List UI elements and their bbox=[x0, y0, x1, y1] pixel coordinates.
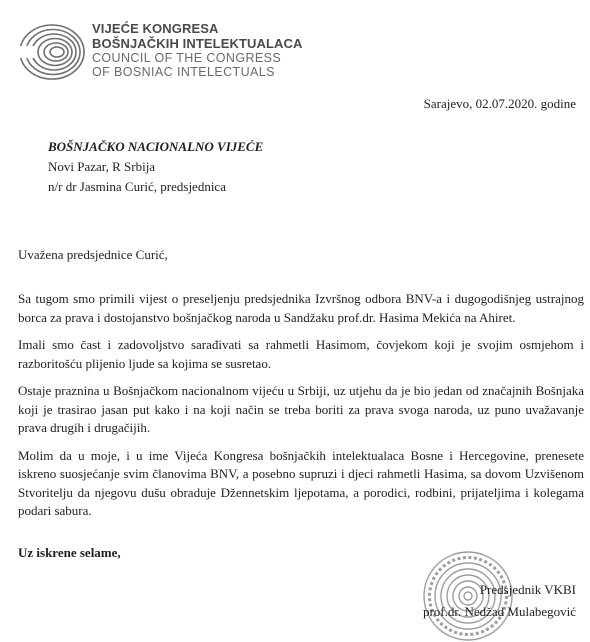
closing-line: Uz iskrene selame, bbox=[18, 545, 121, 560]
letterhead-org-name bbox=[92, 21, 303, 79]
recipient-name: BOŠNJAČKO NACIONALNO VIJEĆE bbox=[48, 139, 264, 154]
letter-date: Sarajevo, 02.07.2020. godine bbox=[423, 96, 576, 111]
recipient-block bbox=[48, 137, 263, 197]
signature-title: Predsjednik VKBI bbox=[479, 582, 576, 597]
signature-name: prof.dr. Nedžad Mulabegović bbox=[422, 604, 576, 619]
recipient-attention: n/r dr Jasmina Curić, predsjednica bbox=[48, 179, 226, 194]
letterhead-line-1: VIJEĆE KONGRESA bbox=[92, 21, 219, 36]
salutation: Uvažena predsjednice Curić, bbox=[18, 247, 168, 262]
recipient-city: Novi Pazar, R Srbija bbox=[48, 159, 156, 174]
body-paragraph-3: Ostaje praznina u Bošnjačkom nacionalnom vijeću u Srbiji, uz utjehu da je bio jedan od značajnih Bošnjaka koji je trasirao jasan put kako i na koji način se treba boriti za prava svoga naroda, uz puno uvažavanje prava drugih i drugačijih. bbox=[18, 383, 584, 435]
letter-body bbox=[18, 290, 584, 530]
letterhead-line-2: BOŠNJAČKIH INTELEKTUALACA bbox=[92, 36, 303, 51]
body-paragraph-2: Imali smo čast i zadovoljstvo sarađivati sa rahmetli Hasimom, čovjekom koji je svojim osmjehom i razboritošću plijenio ljude sa kojima se susretao. bbox=[18, 337, 584, 371]
body-paragraph-4: Molim da u moje, i u ime Vijeća Kongresa bošnjačkih intelektualaca Bosne i Hercegovine, prenesete iskreno suosjećanje svim članovima BNV, a posebno supruzi i djeci rahmetli Hasima, sa dovom Uzvišenom Stvoritelju da njegovu dušu obraduje Džennetskim ljepotama, a porodici, rodbini, prijateljima i kolegama podari sabura. bbox=[18, 447, 584, 518]
letterhead-line-4: OF BOSNIAC INTELECTUALS bbox=[92, 65, 275, 79]
body-paragraph-1: Sa tugom smo primili vijest o preseljenju predsjednika Izvršnog odbora BNV-a i dugogodišnjeg ustrajnog borca za prava i dostojanstvo bošnjačkog naroda u Sandžaku prof.dr. Hasima Mekića na Ahiret. bbox=[18, 291, 584, 325]
letterhead-line-3: COUNCIL OF THE CONGRESS bbox=[92, 51, 282, 65]
vkbi-logo-icon bbox=[16, 20, 86, 82]
